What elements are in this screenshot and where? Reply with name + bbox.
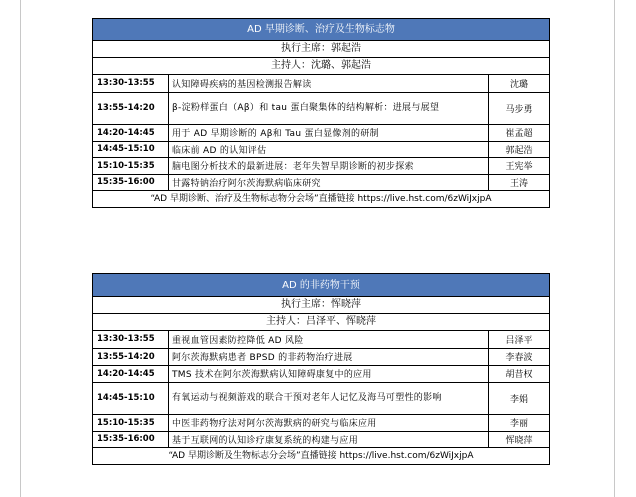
speaker-cell: 王涛 bbox=[489, 174, 550, 190]
topic-cell: TMS 技术在阿尔茨海默病认知障碍康复中的应用 bbox=[169, 365, 489, 382]
topic-cell: 临床前 AD 的认知评估 bbox=[169, 141, 489, 157]
time-cell: 13:30-13:55 bbox=[93, 75, 169, 92]
speaker-cell: 马步勇 bbox=[489, 92, 550, 124]
executive-chair: 执行主席：恽晓萍 bbox=[93, 297, 549, 314]
time-cell: 14:20-14:45 bbox=[93, 124, 169, 141]
table-row bbox=[93, 141, 549, 157]
time-cell: 14:45-15:10 bbox=[93, 382, 169, 414]
time-cell: 13:55-14:20 bbox=[93, 92, 169, 124]
table-row bbox=[93, 174, 549, 190]
topic-cell: 有氧运动与视频游戏的联合干预对老年人记忆及海马可塑性的影响 bbox=[169, 382, 489, 414]
schedule-table bbox=[93, 75, 549, 191]
time-cell: 15:10-15:35 bbox=[93, 157, 169, 174]
topic-cell: 阿尔茨海默病患者 BPSD 的非药物治疗进展 bbox=[169, 348, 489, 365]
topic-cell: 甘露特钠治疗阿尔茨海默病临床研究 bbox=[169, 174, 489, 190]
executive-chair: 执行主席：郭起浩 bbox=[93, 41, 549, 58]
speaker-cell: 恽晓萍 bbox=[489, 431, 550, 447]
time-cell: 14:20-14:45 bbox=[93, 365, 169, 382]
table-row bbox=[93, 75, 549, 92]
page-frame-left bbox=[20, 0, 21, 497]
speaker-cell: 崔孟超 bbox=[489, 124, 550, 141]
time-cell: 13:55-14:20 bbox=[93, 348, 169, 365]
table-row bbox=[93, 431, 549, 447]
speaker-cell: 李丽 bbox=[489, 414, 550, 431]
speaker-cell: 沈璐 bbox=[489, 75, 550, 92]
schedule-table bbox=[93, 331, 549, 448]
speaker-cell: 吕泽平 bbox=[489, 331, 550, 348]
topic-cell: 用于 AD 早期诊断的 Aβ和 Tau 蛋白显像剂的研制 bbox=[169, 124, 489, 141]
table-row bbox=[93, 124, 549, 141]
livestream-link[interactable]: “AD 早期诊断及生物标志分会场”直播链接 https://live.hst.com/6zWiJxjpA bbox=[168, 450, 474, 461]
speaker-cell: 李娟 bbox=[489, 382, 550, 414]
table-row bbox=[93, 365, 549, 382]
page-frame-right bbox=[614, 0, 615, 497]
table-row bbox=[93, 414, 549, 431]
topic-cell: β-淀粉样蛋白（Aβ）和 tau 蛋白聚集体的结构解析：进展与展望 bbox=[169, 92, 489, 124]
speaker-cell: 郭起浩 bbox=[489, 141, 550, 157]
table-row bbox=[93, 92, 549, 124]
table-row bbox=[93, 348, 549, 365]
topic-cell: 认知障碍疾病的基因检测报告解读 bbox=[169, 75, 489, 92]
table-row bbox=[93, 331, 549, 348]
time-cell: 15:10-15:35 bbox=[93, 414, 169, 431]
session-table-1 bbox=[92, 18, 550, 208]
session-title: AD 早期诊断、治疗及生物标志物 bbox=[93, 19, 549, 41]
speaker-cell: 王宪举 bbox=[489, 157, 550, 174]
session-title: AD 的非药物干预 bbox=[93, 274, 549, 297]
time-cell: 15:35-16:00 bbox=[93, 431, 169, 447]
time-cell: 14:45-15:10 bbox=[93, 141, 169, 157]
session-hosts: 主持人：沈璐、郭起浩 bbox=[93, 58, 549, 75]
time-cell: 15:35-16:00 bbox=[93, 174, 169, 190]
table-row bbox=[93, 382, 549, 414]
topic-cell: 中医非药物疗法对阿尔茨海默病的研究与临床应用 bbox=[169, 414, 489, 431]
session-table-2 bbox=[92, 273, 550, 465]
topic-cell: 重视血管因素防控降低 AD 风险 bbox=[169, 331, 489, 348]
speaker-cell: 胡昔权 bbox=[489, 365, 550, 382]
table-row bbox=[93, 157, 549, 174]
time-cell: 13:30-13:55 bbox=[93, 331, 169, 348]
session-hosts: 主持人：吕泽平、恽晓萍 bbox=[93, 314, 549, 331]
topic-cell: 脑电图分析技术的最新进展：老年失智早期诊断的初步探索 bbox=[169, 157, 489, 174]
livestream-link[interactable]: “AD 早期诊断、治疗及生物标志物分会场”直播链接 https://live.hst.com/6zWiJxjpA bbox=[150, 193, 492, 204]
topic-cell: 基于互联网的认知诊疗康复系统的构建与应用 bbox=[169, 431, 489, 447]
speaker-cell: 李春波 bbox=[489, 348, 550, 365]
